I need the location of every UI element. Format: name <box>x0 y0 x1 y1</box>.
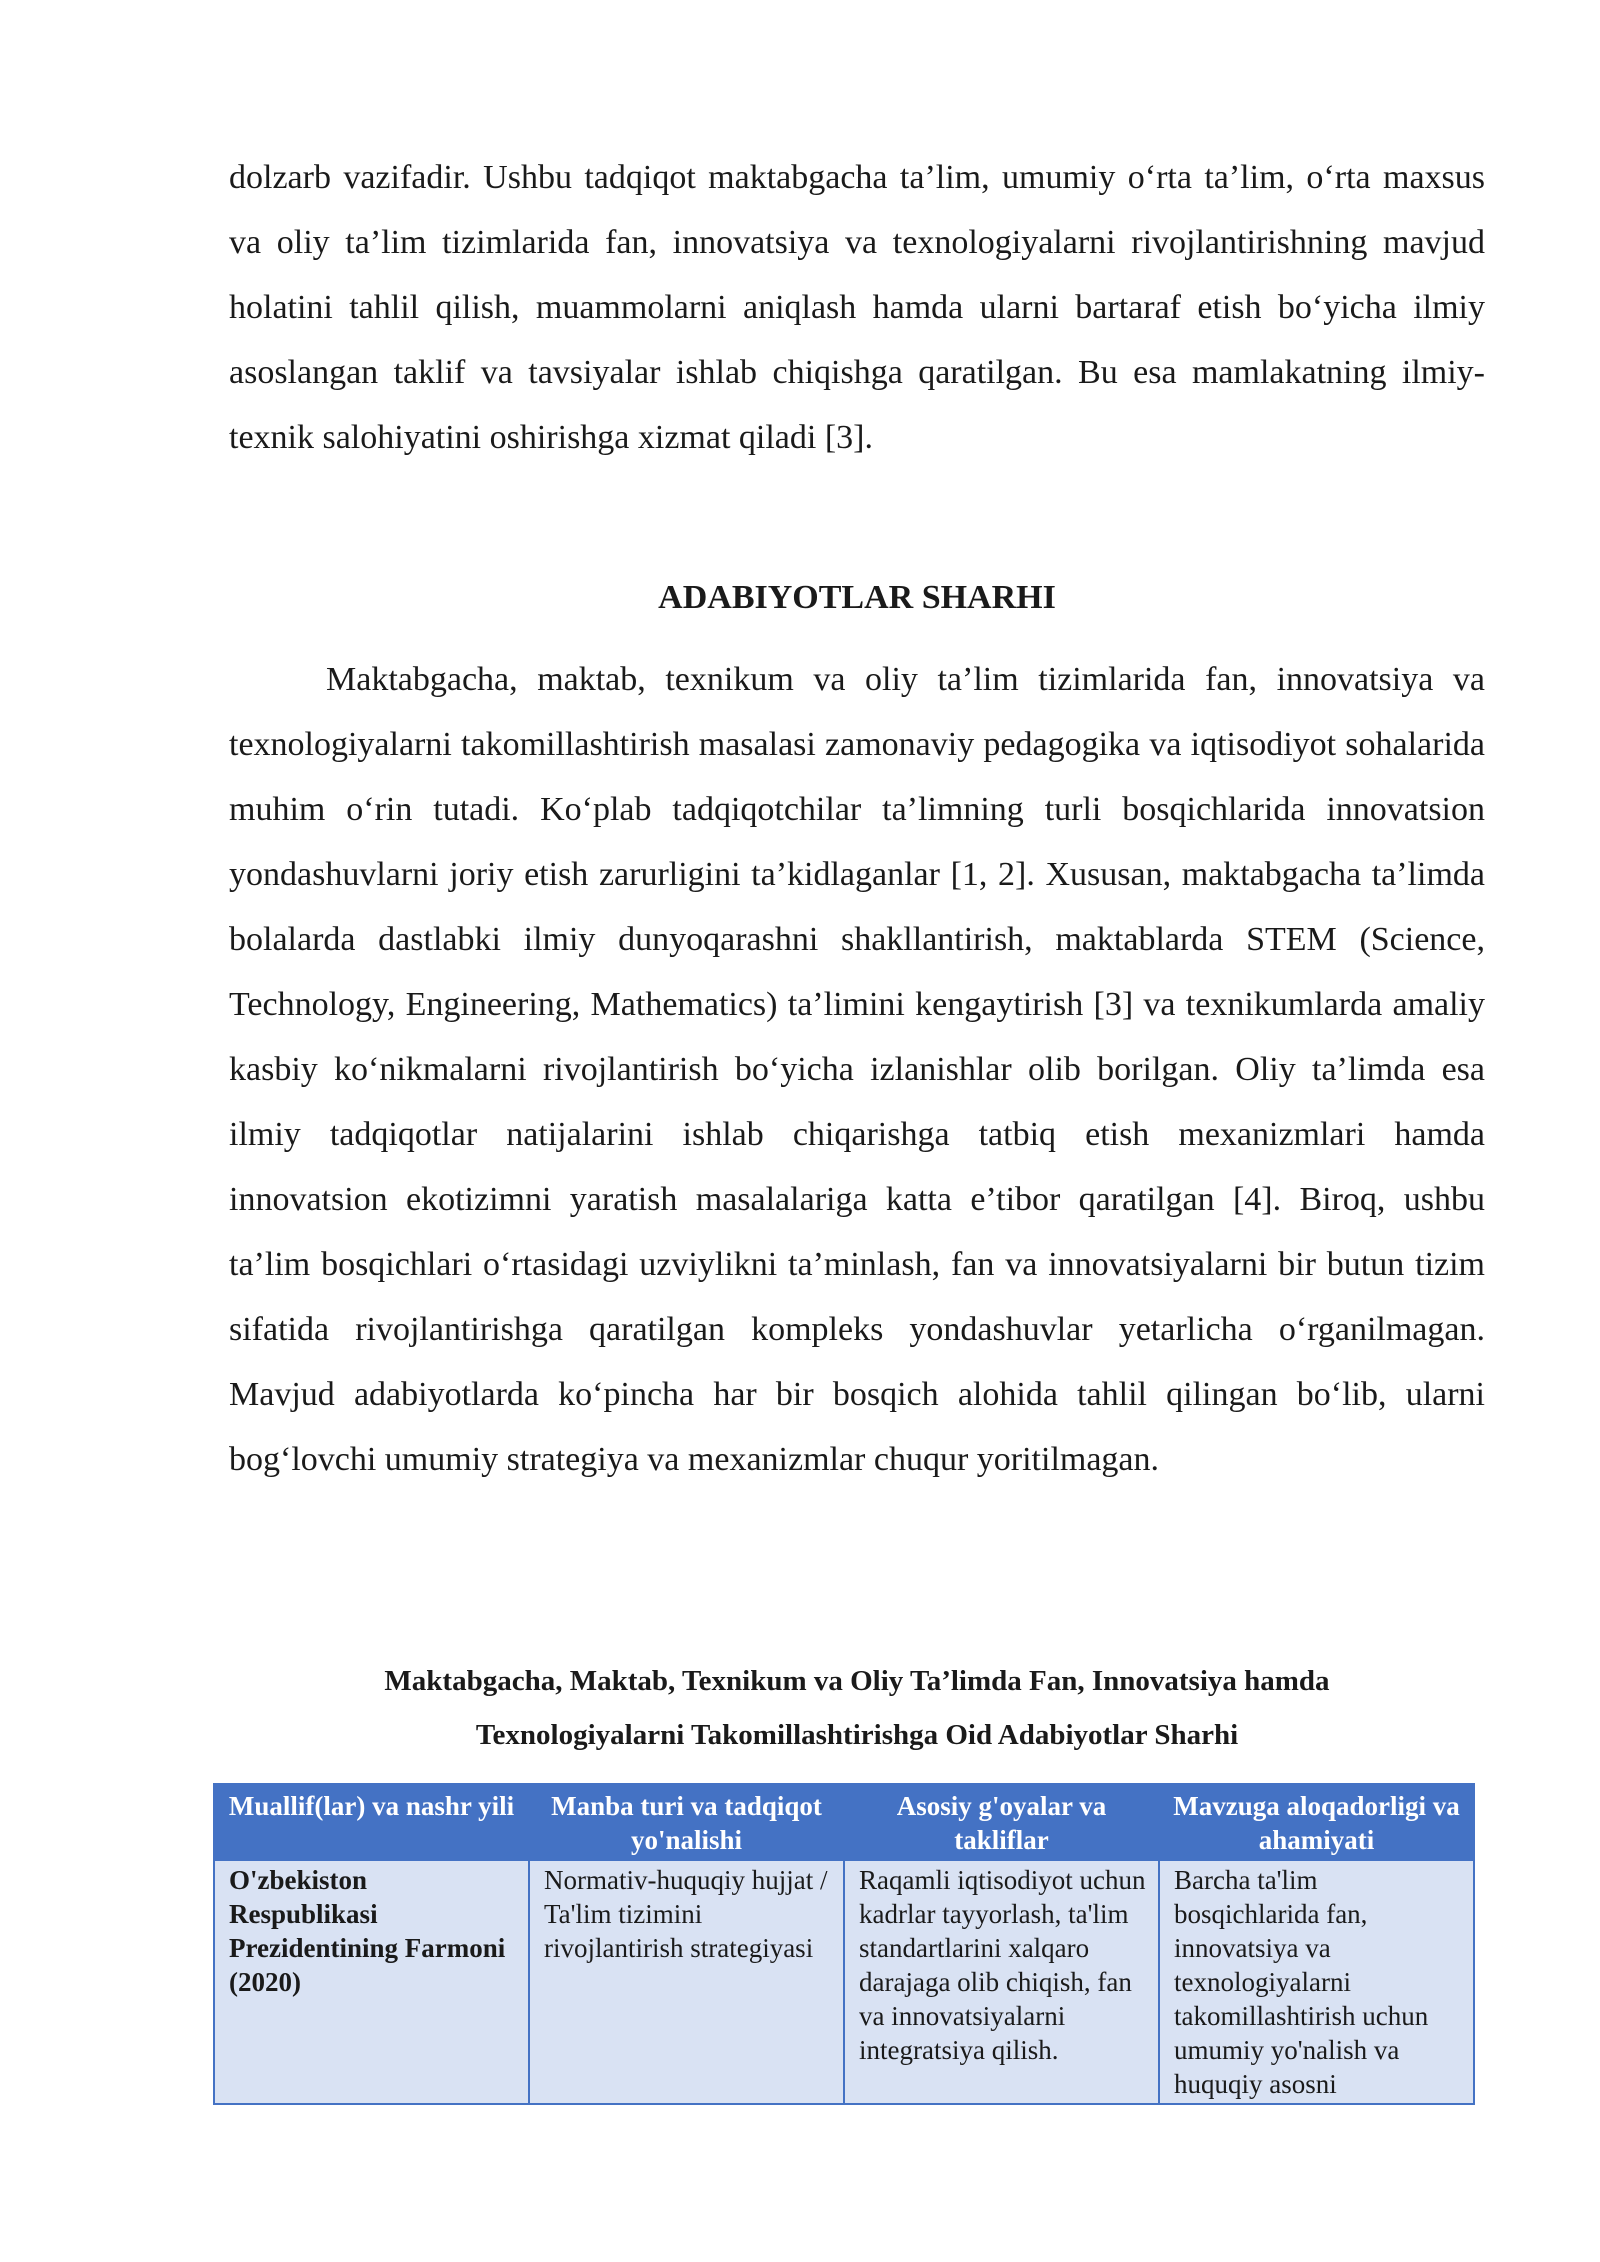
intro-paragraph: dolzarb vazifadir. Ushbu tadqiqot maktabgacha ta’lim, umumiy o‘rta ta’lim, o‘rta maxsus va oliy ta’lim tizimlarida fan, innovatsiya va texnologiyalarni rivojlantirishning mavjud holatini tahlil qilish, muammolarni aniqlash hamda ularni bartaraf etish bo‘yicha ilmiy asoslangan taklif va tavsiyalar ishlab chiqishga qaratilgan. Bu esa mamlakatning ilmiy-texnik salohiyatini oshirishga xizmat qiladi [3]. <box>229 159 1485 456</box>
literature-review-table <box>213 1783 1475 2105</box>
table-caption-line1: Maktabgacha, Maktab, Texnikum va Oliy Ta’limda Fan, Innovatsiya hamda <box>384 1665 1330 1697</box>
header-source-type: Manba turi va tadqiqot yo'nalishi <box>529 1784 844 1860</box>
review-paragraph: Maktabgacha, maktab, texnikum va oliy ta’lim tizimlarida fan, innovatsiya va texnologiyalarni takomillashtirish masalasi zamonaviy pedagogika va iqtisodiyot sohalarida muhim o‘rin tutadi. Ko‘plab tadqiqotchilar ta’limning turli bosqichlarida innovatsion yondashuvlarni joriy etish zarurligini ta’kidlaganlar [1, 2]. Xususan, maktabgacha ta’limda bolalarda dastlabki ilmiy dunyoqarashni shakllantirish, maktablarda STEM (Science, Technology, Engineering, Mathematics) ta’limini kengaytirish [3] va texnikumlarda amaliy kasbiy ko‘nikmalarni rivojlantirish bo‘yicha izlanishlar olib borilgan. Oliy ta’limda esa ilmiy tadqiqotlar natijalarini ishlab chiqarishga tatbiq etish mexanizmlari hamda innovatsion ekotizimni yaratish masalalariga katta e’tibor qaratilgan [4]. Biroq, ushbu ta’lim bosqichlari o‘rtasidagi uzviylikni ta’minlash, fan va innovatsiyalarni bir butun tizim sifatida rivojlantirishga qaratilgan kompleks yondashuvlar yetarlicha o‘rganilmagan. Mavjud adabiyotlarda ko‘pincha har bir bosqich alohida tahlil qilingan bo‘lib, ularni bog‘lovchi umumiy strategiya va mexanizmlar chuqur yoritilmagan. <box>229 661 1485 1478</box>
header-main-ideas: Asosiy g'oyalar va takliflar <box>844 1784 1159 1860</box>
section-heading: ADABIYOTLAR SHARHI <box>658 579 1056 616</box>
cell-author: O'zbekiston Respublikasi Prezidentining Farmoni (2020) <box>214 1860 529 2104</box>
table-row <box>214 1860 1474 2104</box>
header-author: Muallif(lar) va nashr yili <box>214 1784 529 1860</box>
table-header-row <box>214 1784 1474 1860</box>
cell-source-type: Normativ-huquqiy hujjat / Ta'lim tizimini rivojlantirish strategiyasi <box>529 1860 844 2104</box>
header-relevance: Mavzuga aloqadorligi va ahamiyati <box>1159 1784 1474 1860</box>
cell-relevance: Barcha ta'lim bosqichlarida fan, innovatsiya va texnologiyalarni takomillashtirish uchun umumiy yo'nalish va huquqiy asosni <box>1159 1860 1474 2104</box>
cell-main-ideas: Raqamli iqtisodiyot uchun kadrlar tayyorlash, ta'lim standartlarini xalqaro darajaga olib chiqish, fan va innovatsiyalarni integratsiya qilish. <box>844 1860 1159 2104</box>
table-caption-line2: Texnologiyalarni Takomillashtirishga Oid Adabiyotlar Sharhi <box>475 1719 1239 1751</box>
